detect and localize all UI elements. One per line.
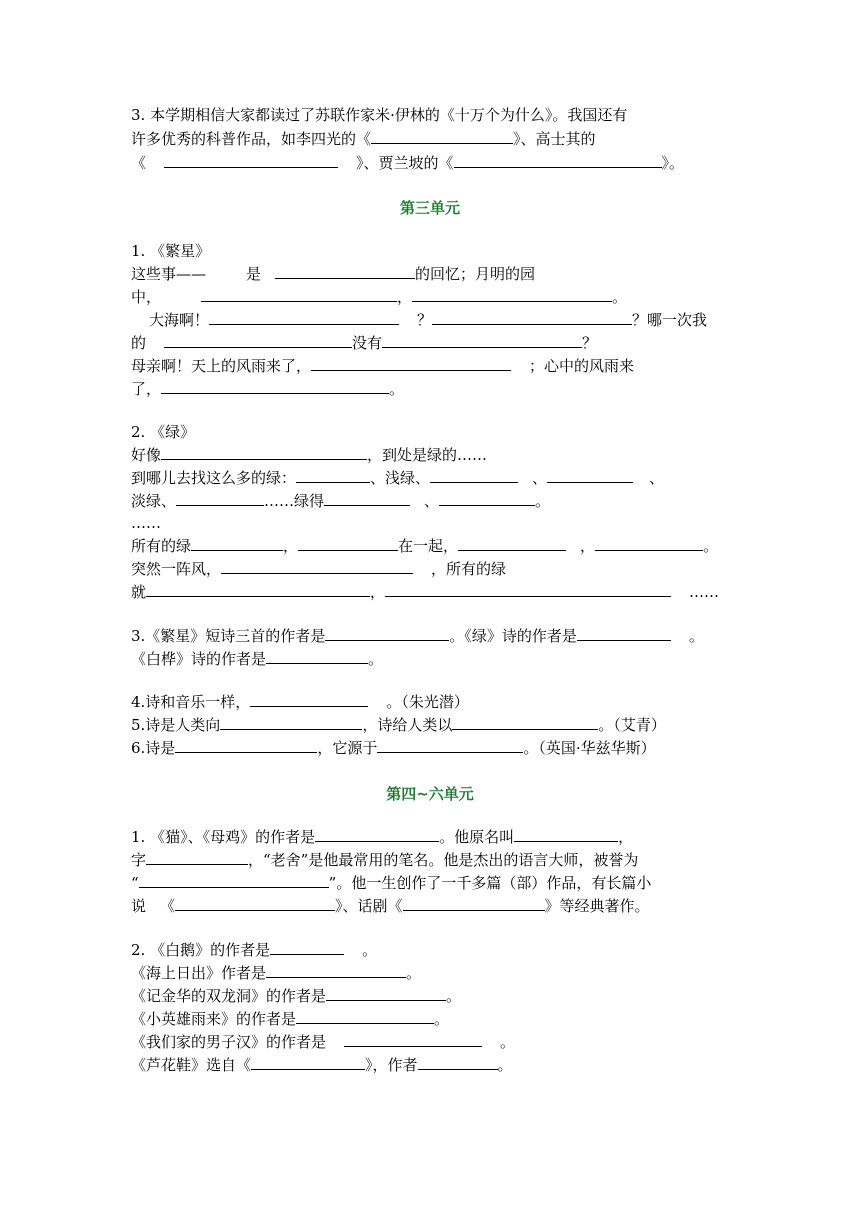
top-line-3: 《 》、贾兰坡的《 》。 — [131, 154, 685, 172]
u46-q1-line-1: 1. 《猫》、《母鸡》的作者是 。他原名叫 ， — [131, 828, 634, 846]
blank[interactable] — [371, 128, 513, 144]
blank[interactable] — [325, 625, 449, 641]
blank[interactable] — [209, 309, 399, 325]
blank[interactable] — [221, 558, 413, 574]
u46-q1-line-2: 字 ，“老舍”是他最常用的笔名。他是杰出的语言大师，被誉为 — [131, 851, 639, 869]
blank[interactable] — [547, 467, 633, 483]
q2-line-1: 好像 ，到处是绿的…… — [131, 446, 488, 464]
blank[interactable] — [326, 985, 446, 1001]
q2-line-2: 到哪儿去找这么多的绿： 、浅绿、 、 、 — [131, 469, 665, 487]
q5-line: 5.诗是人类向 ，诗给人类以 。（艾青） — [131, 716, 666, 734]
q2-line-5: 所有的绿 ， 在一起， ， 。 — [131, 537, 719, 555]
blank[interactable] — [418, 1054, 498, 1070]
blank[interactable] — [164, 332, 352, 348]
blank[interactable] — [432, 309, 632, 325]
blank[interactable] — [161, 444, 367, 460]
blank[interactable] — [220, 714, 362, 730]
blank[interactable] — [270, 939, 344, 955]
blank[interactable] — [514, 826, 618, 842]
blank[interactable] — [146, 849, 248, 865]
blank[interactable] — [161, 378, 389, 394]
top-line-1: 3. 本学期相信大家都读过了苏联作家米·伊林的《十万个为什么》。我国还有 — [131, 106, 628, 124]
blank[interactable] — [175, 895, 335, 911]
blank[interactable] — [430, 467, 518, 483]
blank[interactable] — [164, 152, 338, 168]
blank[interactable] — [324, 490, 410, 506]
blank[interactable] — [311, 355, 511, 371]
q2-line-7: 就 ， …… — [131, 583, 720, 601]
blank[interactable] — [266, 648, 368, 664]
q1-line-3: 大海啊！ ？ ？哪一次我 — [149, 311, 708, 329]
q4-line: 4.诗和音乐一样， 。（朱光潜） — [131, 693, 469, 711]
blank[interactable] — [344, 1031, 482, 1047]
blank[interactable] — [298, 535, 398, 551]
blank[interactable] — [412, 286, 612, 302]
blank[interactable] — [382, 332, 582, 348]
blank[interactable] — [275, 263, 415, 279]
blank[interactable] — [439, 490, 535, 506]
u46-q1-line-3: “ ”。他一生创作了一千多篇（部）作品，有长篇小 — [131, 874, 652, 892]
q1-line-6: 了， 。 — [131, 380, 405, 398]
u46-q2-line-4: 《小英雄雨来》的作者是 。 — [131, 1010, 450, 1028]
u46-q2-line-2: 《海上日出》作者是 。 — [131, 964, 422, 982]
q1-line-4: 的 没有 ？ — [131, 334, 598, 352]
blank[interactable] — [146, 581, 370, 597]
q3-line-2: 《白桦》诗的作者是 。 — [131, 650, 384, 668]
blank[interactable] — [296, 467, 370, 483]
blank[interactable] — [577, 625, 671, 641]
blank[interactable] — [266, 962, 406, 978]
blank[interactable] — [315, 826, 439, 842]
q1-line-2: 中， ， 。 — [131, 288, 628, 306]
q6-line: 6.诗是 ，它源于 。（英国·华兹华斯） — [131, 739, 656, 757]
blank[interactable] — [251, 1054, 365, 1070]
blank[interactable] — [296, 1008, 434, 1024]
q2-line-4: …… — [131, 514, 161, 532]
q1-line-1: 这些事—— 是 的回忆；月明的园 — [131, 265, 536, 283]
q2-line-3: 淡绿、 ……绿得 、 。 — [131, 492, 551, 510]
q3-line-1: 3.《繁星》短诗三首的作者是 。《绿》诗的作者是 。 — [131, 627, 704, 645]
u46-q2-line-1: 2. 《白鹅》的作者是 。 — [131, 941, 378, 959]
blank[interactable] — [452, 714, 598, 730]
heading-unit-3: 第三单元 — [399, 199, 460, 217]
blank[interactable] — [176, 490, 264, 506]
top-line-2: 许多优秀的科普作品，如李四光的《 》、高士其的 — [131, 130, 596, 148]
blank[interactable] — [201, 286, 397, 302]
blank[interactable] — [139, 872, 329, 888]
u46-q2-line-6: 《芦花鞋》选自《 》，作者 。 — [131, 1056, 513, 1074]
blank[interactable] — [595, 535, 703, 551]
q2-line-6: 突然一阵风， ，所有的绿 — [131, 560, 507, 578]
blank[interactable] — [250, 691, 368, 707]
u46-q2-line-5: 《我们家的男子汉》的作者是 。 — [131, 1033, 516, 1051]
blank[interactable] — [191, 535, 283, 551]
blank[interactable] — [385, 581, 671, 597]
blank[interactable] — [403, 895, 545, 911]
q1-title: 1. 《繁星》 — [131, 242, 211, 260]
blank[interactable] — [377, 737, 523, 753]
u46-q2-line-3: 《记金华的双龙洞》的作者是 。 — [131, 987, 462, 1005]
heading-unit-4-6: 第四~六单元 — [386, 785, 474, 803]
u46-q1-line-4: 说 《 》、话剧《 》等经典著作。 — [131, 897, 650, 915]
q1-line-5: 母亲啊！天上的风雨来了， ；心中的风雨来 — [131, 357, 635, 375]
blank[interactable] — [458, 535, 566, 551]
blank[interactable] — [175, 737, 317, 753]
blank[interactable] — [454, 152, 662, 168]
q2-title: 2. 《绿》 — [131, 423, 196, 441]
